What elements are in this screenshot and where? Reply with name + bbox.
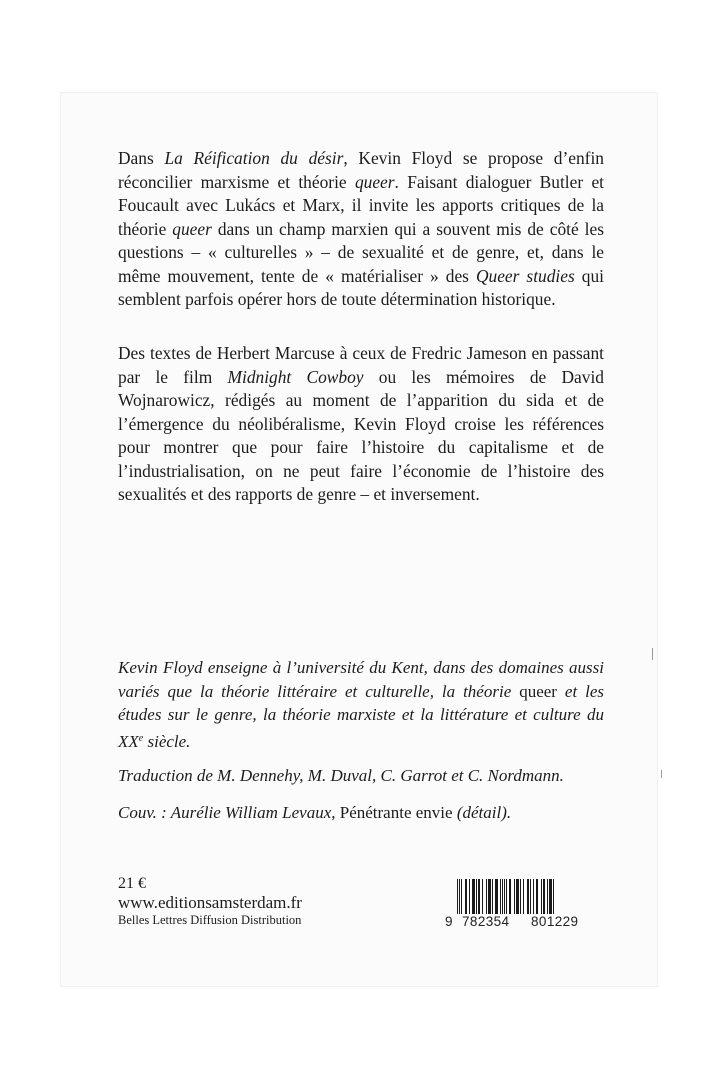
bio-text-2: et les études sur le genre, la théorie marxiste et la littérature et culture du XX [118,681,604,751]
cover-credit-text-2: (détail). [452,803,512,822]
price: 21 € [118,875,146,892]
book-title: La Réification du désir [164,148,344,168]
isbn-barcode [445,879,603,934]
scan-mark [652,648,653,660]
cover-credit-text-1: Couv. : Aurélie William Levaux, [118,803,340,822]
artwork-title: Pénétrante envie [339,803,453,822]
p1-text-4: dans un champ marxien qui a souvent mis de côté les questions – « culturelles » – de sexualité et de genre, et, dans le même mouvement, tente de « matérialiser » des [118,218,604,286]
summary-paragraph-2 [118,342,604,507]
p1-text-5: qui semblent parfois opérer hors de toute détermination historique. [118,265,604,309]
film-title: Midnight Cowboy [227,366,364,387]
barcode-digit-group-2: 801229 [531,914,579,929]
p2-text-1: Des textes de Herbert Marcuse à ceux de Fredric Jameson en passant par le film [118,343,604,387]
bio-superscript: e [138,732,144,744]
author-bio [118,656,604,753]
bio-text-3: siècle. [143,731,191,751]
cover-credit [118,803,511,823]
barcode-digit-first: 9 [445,914,453,929]
barcode-space [554,879,555,914]
p1-text-3: . Faisant dialoguer Butler et Foucault avec Lukács et Marx, il invite les apports critiques de la théorie [118,171,604,239]
scan-mark [661,770,662,778]
p2-text-2: ou les mémoires de David Wojnarowicz, rédigés au moment de l’apparition du sida et de l’émergence du néolibéralisme, Kevin Floyd croise les références pour montrer que pour faire l’histoire du capitalisme et de l’industrialisation, on ne peut faire l’économie de l’histoire des sexualités et des rapports de genre – et inversement. [118,366,604,504]
p1-italic-queer-1: queer [354,171,395,192]
distributor: Belles Lettres Diffusion Distribution [118,913,302,927]
barcode-bars [457,879,600,914]
translation-credit: Traduction de M. Dennehy, M. Duval, C. Garrot et C. Nordmann. [118,766,564,785]
barcode-digit-group-1: 782354 [462,914,510,929]
bio-upright-queer: queer [519,681,557,701]
bio-text-1: Kevin Floyd enseigne à l’université du Kent, dans des domaines aussi variés que la théorie littéraire et culturelle, la théorie [118,658,604,701]
summary-paragraph-1 [118,147,604,312]
p1-text-1: Dans [118,148,165,168]
p1-italic-queer-2: queer [172,218,212,239]
p1-text-2: , Kevin Floyd se propose d’enfin réconcilier marxisme et théorie [118,148,605,192]
p1-italic-queer-studies: Queer studies [475,265,575,286]
publisher-website: www.editionsamsterdam.fr [118,893,302,912]
